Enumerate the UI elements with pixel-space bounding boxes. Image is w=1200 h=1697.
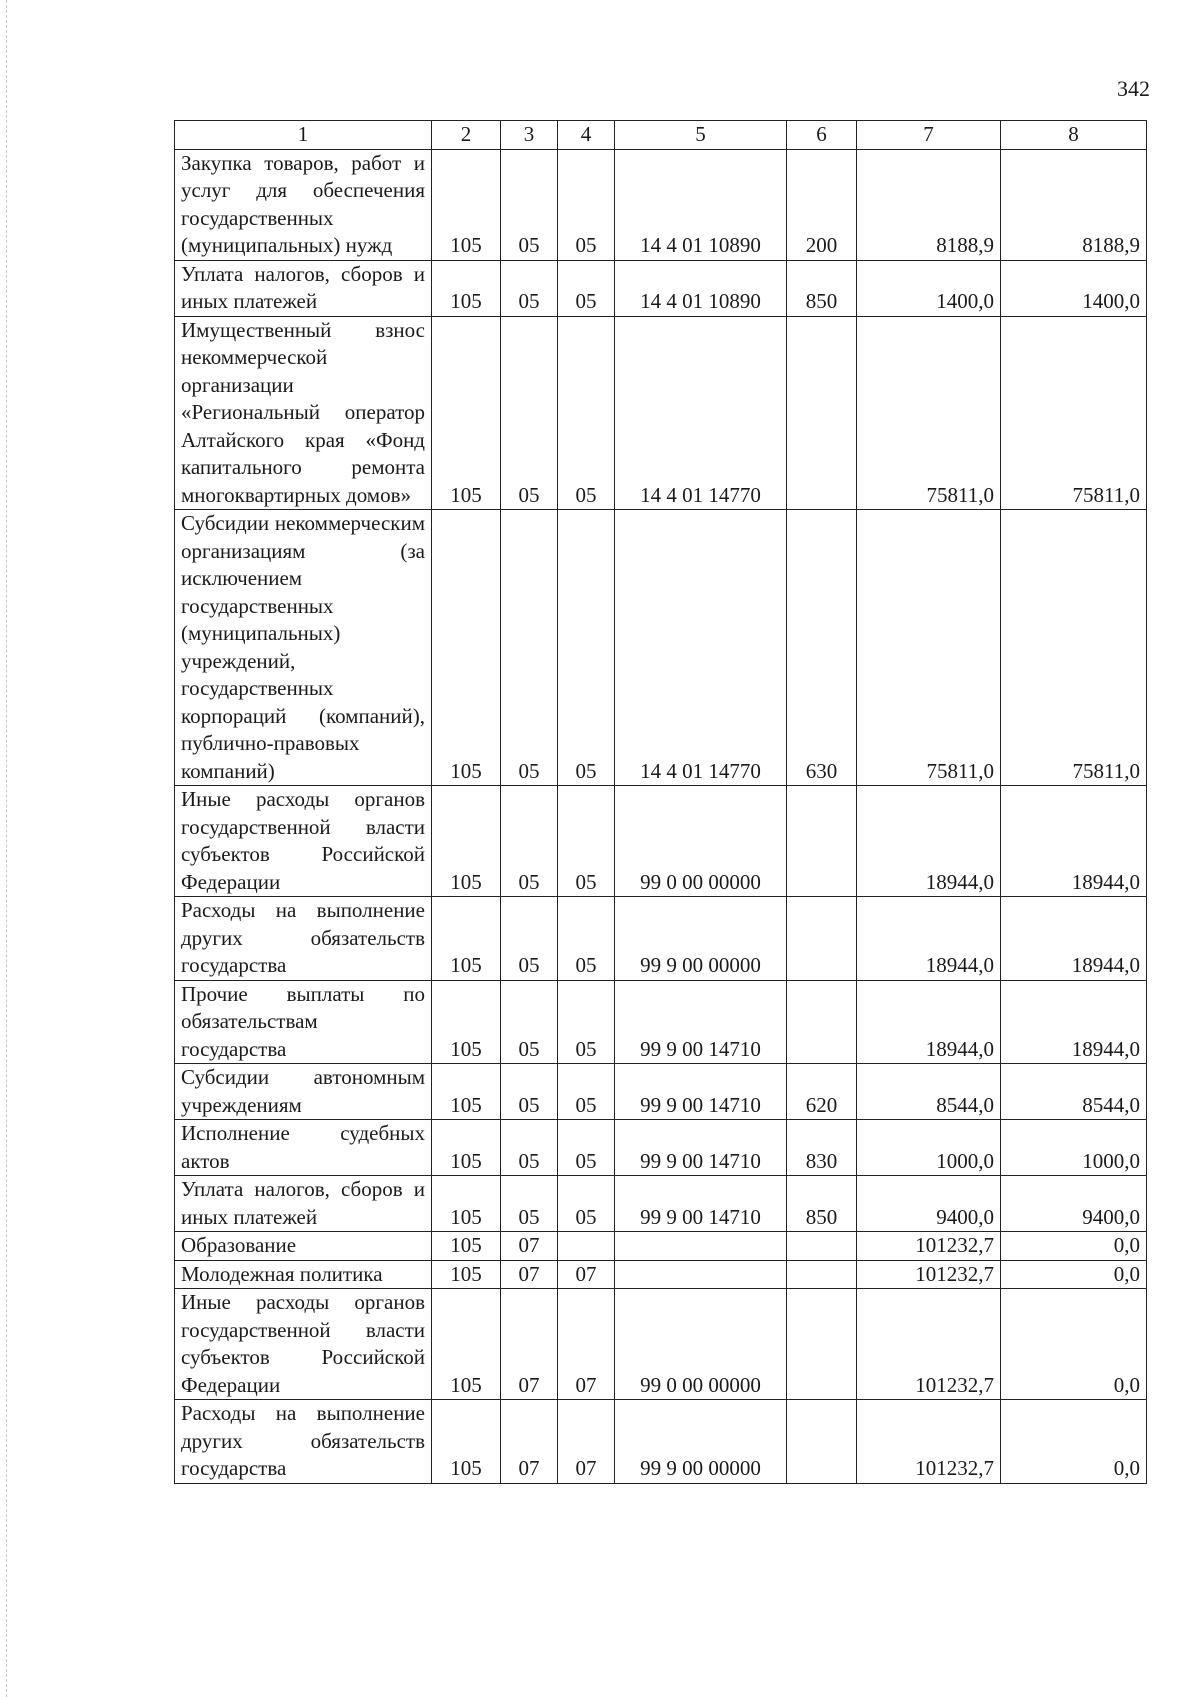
row-name: Прочие выплаты по обязательствам государства bbox=[175, 980, 432, 1064]
row-col-8: 1400,0 bbox=[1001, 260, 1147, 316]
row-col-2: 105 bbox=[432, 1400, 501, 1484]
row-col-3: 07 bbox=[501, 1260, 558, 1289]
row-col-3: 05 bbox=[501, 1064, 558, 1120]
row-col-2: 105 bbox=[432, 1120, 501, 1176]
row-col-7: 8544,0 bbox=[857, 1064, 1001, 1120]
table-row bbox=[175, 786, 1147, 897]
row-col-3: 05 bbox=[501, 786, 558, 897]
row-col-6 bbox=[787, 897, 857, 981]
row-col-5: 99 9 00 00000 bbox=[615, 897, 787, 981]
row-col-3: 07 bbox=[501, 1289, 558, 1400]
row-col-3: 05 bbox=[501, 1176, 558, 1232]
row-col-2: 105 bbox=[432, 1064, 501, 1120]
row-col-5: 14 4 01 14770 bbox=[615, 316, 787, 510]
row-col-8: 8188,9 bbox=[1001, 149, 1147, 260]
row-col-6: 850 bbox=[787, 1176, 857, 1232]
row-col-2: 105 bbox=[432, 1176, 501, 1232]
row-col-2: 105 bbox=[432, 510, 501, 786]
row-col-7: 101232,7 bbox=[857, 1289, 1001, 1400]
header-col-7: 7 bbox=[857, 121, 1001, 150]
row-col-8: 1000,0 bbox=[1001, 1120, 1147, 1176]
row-name: Расходы на выполнение других обязательств государства bbox=[175, 1400, 432, 1484]
table-row bbox=[175, 1400, 1147, 1484]
row-col-2: 105 bbox=[432, 316, 501, 510]
row-col-7: 9400,0 bbox=[857, 1176, 1001, 1232]
row-col-4: 05 bbox=[558, 1120, 615, 1176]
row-col-3: 05 bbox=[501, 980, 558, 1064]
row-col-6 bbox=[787, 786, 857, 897]
row-col-6 bbox=[787, 316, 857, 510]
row-col-7: 18944,0 bbox=[857, 897, 1001, 981]
row-name: Субсидии некоммерческим организациям (за исключением государственных (муниципальных) учреждений, государственных корпораций (компаний), публично-правовых компаний) bbox=[175, 510, 432, 786]
row-col-7: 18944,0 bbox=[857, 980, 1001, 1064]
row-col-7: 101232,7 bbox=[857, 1232, 1001, 1261]
row-col-5: 99 0 00 00000 bbox=[615, 786, 787, 897]
row-col-8: 0,0 bbox=[1001, 1400, 1147, 1484]
row-col-6 bbox=[787, 1232, 857, 1261]
row-col-2: 105 bbox=[432, 1260, 501, 1289]
row-name: Иные расходы органов государственной власти субъектов Российской Федерации bbox=[175, 1289, 432, 1400]
row-col-4: 07 bbox=[558, 1260, 615, 1289]
row-col-4: 07 bbox=[558, 1289, 615, 1400]
row-col-8: 0,0 bbox=[1001, 1289, 1147, 1400]
row-col-5: 14 4 01 10890 bbox=[615, 149, 787, 260]
row-col-2: 105 bbox=[432, 1232, 501, 1261]
row-col-5: 99 0 00 00000 bbox=[615, 1289, 787, 1400]
row-name: Уплата налогов, сборов и иных платежей bbox=[175, 1176, 432, 1232]
row-col-4 bbox=[558, 1232, 615, 1261]
row-col-6 bbox=[787, 980, 857, 1064]
row-col-8: 75811,0 bbox=[1001, 316, 1147, 510]
table-row bbox=[175, 1176, 1147, 1232]
row-col-4: 05 bbox=[558, 897, 615, 981]
row-col-7: 1000,0 bbox=[857, 1120, 1001, 1176]
row-col-4: 05 bbox=[558, 980, 615, 1064]
row-col-8: 0,0 bbox=[1001, 1232, 1147, 1261]
row-col-8: 0,0 bbox=[1001, 1260, 1147, 1289]
row-name: Имущественный взнос некоммерческой организации «Региональный оператор Алтайского края «Фонд капитального ремонта многоквартирных домов» bbox=[175, 316, 432, 510]
row-col-4: 05 bbox=[558, 149, 615, 260]
row-name: Исполнение судебных актов bbox=[175, 1120, 432, 1176]
row-col-5: 99 9 00 14710 bbox=[615, 980, 787, 1064]
row-col-7: 18944,0 bbox=[857, 786, 1001, 897]
table-row bbox=[175, 316, 1147, 510]
table-row bbox=[175, 149, 1147, 260]
row-col-7: 75811,0 bbox=[857, 510, 1001, 786]
row-name: Уплата налогов, сборов и иных платежей bbox=[175, 260, 432, 316]
row-col-8: 8544,0 bbox=[1001, 1064, 1147, 1120]
row-col-6: 630 bbox=[787, 510, 857, 786]
row-col-8: 9400,0 bbox=[1001, 1176, 1147, 1232]
row-col-7: 75811,0 bbox=[857, 316, 1001, 510]
scan-edge bbox=[6, 0, 7, 1697]
row-name: Образование bbox=[175, 1232, 432, 1261]
row-name: Иные расходы органов государственной власти субъектов Российской Федерации bbox=[175, 786, 432, 897]
row-col-2: 105 bbox=[432, 980, 501, 1064]
row-col-7: 1400,0 bbox=[857, 260, 1001, 316]
table-header bbox=[175, 121, 1147, 150]
table-body bbox=[175, 149, 1147, 1483]
row-col-5: 14 4 01 10890 bbox=[615, 260, 787, 316]
row-col-4: 07 bbox=[558, 1400, 615, 1484]
header-col-5: 5 bbox=[615, 121, 787, 150]
header-col-2: 2 bbox=[432, 121, 501, 150]
row-col-8: 75811,0 bbox=[1001, 510, 1147, 786]
table-row bbox=[175, 897, 1147, 981]
row-name: Субсидии автономным учреждениям bbox=[175, 1064, 432, 1120]
header-col-3: 3 bbox=[501, 121, 558, 150]
row-col-2: 105 bbox=[432, 149, 501, 260]
row-col-5: 14 4 01 14770 bbox=[615, 510, 787, 786]
row-col-2: 105 bbox=[432, 786, 501, 897]
row-col-8: 18944,0 bbox=[1001, 897, 1147, 981]
table-row bbox=[175, 980, 1147, 1064]
row-col-3: 05 bbox=[501, 260, 558, 316]
row-col-7: 101232,7 bbox=[857, 1260, 1001, 1289]
row-col-3: 05 bbox=[501, 316, 558, 510]
row-col-4: 05 bbox=[558, 1176, 615, 1232]
page-number: 342 bbox=[1117, 76, 1150, 101]
row-col-5: 99 9 00 14710 bbox=[615, 1064, 787, 1120]
table-row bbox=[175, 510, 1147, 786]
table-row bbox=[175, 1120, 1147, 1176]
header-col-8: 8 bbox=[1001, 121, 1147, 150]
row-col-7: 101232,7 bbox=[857, 1400, 1001, 1484]
row-col-4: 05 bbox=[558, 1064, 615, 1120]
budget-table bbox=[174, 120, 1147, 1484]
row-col-2: 105 bbox=[432, 260, 501, 316]
table-row bbox=[175, 1289, 1147, 1400]
row-name: Закупка товаров, работ и услуг для обеспечения государственных (муниципальных) нужд bbox=[175, 149, 432, 260]
row-col-7: 8188,9 bbox=[857, 149, 1001, 260]
row-col-5 bbox=[615, 1260, 787, 1289]
row-col-4: 05 bbox=[558, 260, 615, 316]
row-col-6 bbox=[787, 1260, 857, 1289]
header-col-4: 4 bbox=[558, 121, 615, 150]
header-col-1: 1 bbox=[175, 121, 432, 150]
row-col-6: 620 bbox=[787, 1064, 857, 1120]
row-col-5: 99 9 00 14710 bbox=[615, 1176, 787, 1232]
row-col-8: 18944,0 bbox=[1001, 786, 1147, 897]
row-col-3: 05 bbox=[501, 1120, 558, 1176]
row-col-8: 18944,0 bbox=[1001, 980, 1147, 1064]
row-col-3: 05 bbox=[501, 897, 558, 981]
table-row bbox=[175, 1260, 1147, 1289]
row-col-6: 830 bbox=[787, 1120, 857, 1176]
row-col-6 bbox=[787, 1400, 857, 1484]
row-col-5 bbox=[615, 1232, 787, 1261]
header-col-6: 6 bbox=[787, 121, 857, 150]
row-col-3: 07 bbox=[501, 1232, 558, 1261]
header-row bbox=[175, 121, 1147, 150]
row-name: Молодежная политика bbox=[175, 1260, 432, 1289]
table-row bbox=[175, 1232, 1147, 1261]
table-row bbox=[175, 1064, 1147, 1120]
row-col-2: 105 bbox=[432, 897, 501, 981]
row-col-2: 105 bbox=[432, 1289, 501, 1400]
row-col-6: 200 bbox=[787, 149, 857, 260]
row-col-5: 99 9 00 14710 bbox=[615, 1120, 787, 1176]
row-col-3: 07 bbox=[501, 1400, 558, 1484]
row-name: Расходы на выполнение других обязательств государства bbox=[175, 897, 432, 981]
row-col-4: 05 bbox=[558, 510, 615, 786]
row-col-6 bbox=[787, 1289, 857, 1400]
row-col-4: 05 bbox=[558, 316, 615, 510]
row-col-5: 99 9 00 00000 bbox=[615, 1400, 787, 1484]
table-row bbox=[175, 260, 1147, 316]
row-col-4: 05 bbox=[558, 786, 615, 897]
row-col-3: 05 bbox=[501, 510, 558, 786]
row-col-3: 05 bbox=[501, 149, 558, 260]
row-col-6: 850 bbox=[787, 260, 857, 316]
